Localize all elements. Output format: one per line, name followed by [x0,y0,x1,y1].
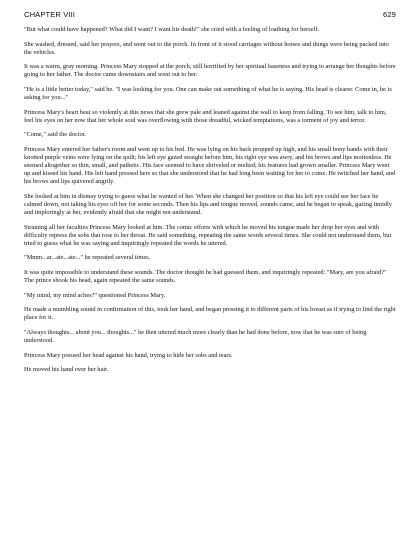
chapter-title: CHAPTER VIII [24,10,75,19]
paragraph: "But what could have happened? What did I want? I want his death!" she cried with a feeling of loathing for herself. [24,26,320,33]
paragraph: "My mind, my mind aches?" questioned Princess Mary. [24,291,166,299]
paragraph: Straining all her faculties Princess Mary looked at him. The comic efforts with which he moved his tongue made her drop her eyes and with difficulty repress the sobs that rose to her throat. He said something, repeating the same words several times. She could not understand them, but tried to guess what he was saying and inquiringly repeated the words he uttered. [24,223,392,247]
paragraph: "Mmm...ar...ate...ate..." he repeated several times. [24,254,151,262]
paragraph: Princess Mary's heart beat so violently at this news that she grew pale and leaned against the wall to keep from falling. To see him, talk to him, feel his eyes on her now that her whole soul was overflowing with those dreadful, wicked temptations, was a torment of joy and terror. [24,108,387,124]
paragraph: He moved his hand over her hair. [24,366,109,374]
paragraph: Princess Mary entered her father's room and went up to his bed. He was lying on his back propped up high, and his small bony hands with their knotted purple veins were lying on the quilt; his left eye gazed straight before him, his right eye was awry, and his brows and lips motionless. He seemed altogether so thin, small, and pathetic. His face seemed to have shriveled or melted; his features had grown smaller. Princess Mary went up and kissed his hand. His left hand pressed hers so that she understood that he had long been waiting for her to come. He twitched her hand, and his brows and lips quivered angrily. [24,145,396,186]
page-number: 629 [383,10,396,19]
paragraph: "He is a little better today," said he. "I was looking for you. One can make out something of what he is saying. His head is clearer. Come in, he is asking for you..." [24,85,392,102]
paragraph: "Come," said the doctor. [24,131,87,139]
paragraph: Princess Mary pressed her head against his hand, trying to hide her sobs and tears. [24,351,233,359]
paragraph: It was quite impossible to understand these sounds. The doctor thought he had guessed them, and inquiringly repeated: "Mary, are you afraid?" The prince shook his head, again repeated the same sounds. [24,269,387,285]
paragraph: "Always thoughts... about you... thoughts..." he then uttered much more clearly than he had done before, now that he was sure of being understood. [24,329,367,345]
paragraph: She washed, dressed, said her prayers, and went out to the porch. In front of it stood carriages without horses and things were being packed into the vehicles. [24,40,389,56]
page-header [24,10,396,19]
page-body [24,26,396,374]
paragraph: He made a mumbling sound in confirmation of this, took her hand, and began pressing it to different parts of his breast as if trying to find the right place for it. [24,306,396,322]
paragraph: She looked at him in dismay trying to guess what he wanted of her. When she changed her position so that his left eye could see her face he calmed down, not taking his eyes off her for some seconds. Then his lips and tongue moved, sounds came, and he began to speak, gazing timidly and imploringly at her, evidently afraid that she might not understand. [24,192,392,217]
paragraph: It was a warm, gray morning. Princess Mary stopped at the porch, still horrified by her spiritual baseness and trying to arrange her thoughts before going to her father. The doctor came downstairs and went out to her. [24,63,396,79]
